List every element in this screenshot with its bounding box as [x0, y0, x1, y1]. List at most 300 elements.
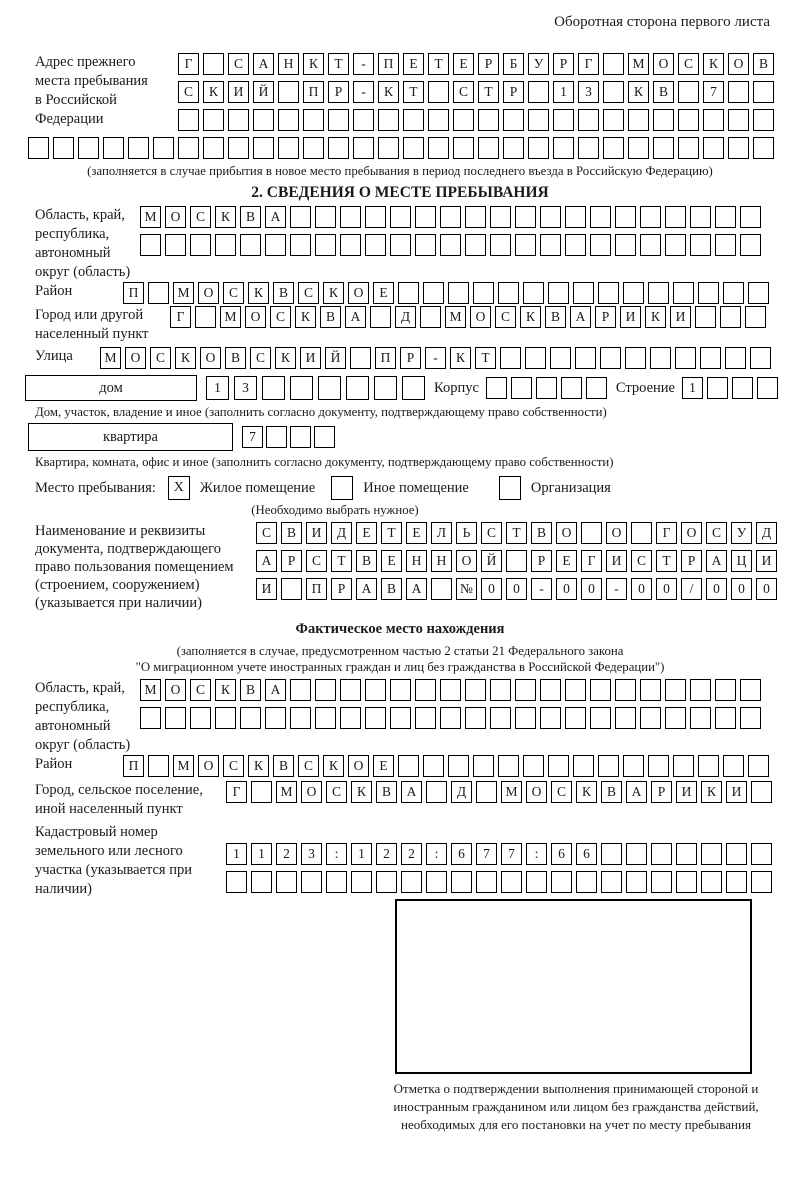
empty-cell[interactable] — [190, 234, 211, 256]
char-cell[interactable]: Е — [373, 282, 394, 304]
char-cell[interactable]: К — [248, 755, 269, 777]
empty-cell[interactable] — [228, 137, 249, 159]
empty-cell[interactable] — [690, 234, 711, 256]
empty-cell[interactable] — [757, 377, 778, 399]
empty-cell[interactable] — [290, 679, 311, 701]
char-cell[interactable]: 2 — [401, 843, 422, 865]
empty-cell[interactable] — [720, 306, 741, 328]
empty-cell[interactable] — [440, 206, 461, 228]
char-cell[interactable]: В — [653, 81, 674, 103]
empty-cell[interactable] — [700, 347, 721, 369]
empty-cell[interactable] — [506, 550, 527, 572]
empty-cell[interactable] — [528, 137, 549, 159]
empty-cell[interactable] — [628, 109, 649, 131]
char-cell[interactable]: М — [501, 781, 522, 803]
char-cell[interactable]: С — [551, 781, 572, 803]
char-cell[interactable]: Т — [475, 347, 496, 369]
empty-cell[interactable] — [265, 234, 286, 256]
char-cell[interactable]: Е — [453, 53, 474, 75]
empty-cell[interactable] — [751, 843, 772, 865]
empty-cell[interactable] — [623, 282, 644, 304]
char-cell[interactable]: С — [190, 206, 211, 228]
char-cell[interactable]: Е — [373, 755, 394, 777]
empty-cell[interactable] — [578, 137, 599, 159]
char-cell[interactable]: К — [295, 306, 316, 328]
empty-cell[interactable] — [515, 707, 536, 729]
empty-cell[interactable] — [690, 206, 711, 228]
char-cell[interactable]: О — [728, 53, 749, 75]
char-cell[interactable]: А — [626, 781, 647, 803]
char-cell[interactable]: 7 — [242, 426, 263, 448]
empty-cell[interactable] — [365, 679, 386, 701]
stay-checkbox-other[interactable] — [331, 476, 353, 500]
char-cell[interactable]: О — [165, 679, 186, 701]
empty-cell[interactable] — [540, 234, 561, 256]
char-cell[interactable]: В — [273, 282, 294, 304]
empty-cell[interactable] — [626, 843, 647, 865]
char-cell[interactable]: В — [601, 781, 622, 803]
char-cell[interactable]: О — [301, 781, 322, 803]
char-cell[interactable]: А — [706, 550, 727, 572]
empty-cell[interactable] — [278, 137, 299, 159]
char-cell[interactable]: Г — [656, 522, 677, 544]
char-cell[interactable]: А — [356, 578, 377, 600]
empty-cell[interactable] — [603, 53, 624, 75]
empty-cell[interactable] — [398, 282, 419, 304]
char-cell[interactable]: О — [348, 755, 369, 777]
stay-checkbox-residential[interactable]: X — [168, 476, 190, 500]
char-cell[interactable]: 7 — [501, 843, 522, 865]
char-cell[interactable]: Е — [356, 522, 377, 544]
char-cell[interactable]: 0 — [656, 578, 677, 600]
char-cell[interactable]: К — [351, 781, 372, 803]
char-cell[interactable]: М — [276, 781, 297, 803]
char-cell[interactable]: С — [495, 306, 516, 328]
empty-cell[interactable] — [78, 137, 99, 159]
empty-cell[interactable] — [453, 137, 474, 159]
char-cell[interactable]: Т — [331, 550, 352, 572]
empty-cell[interactable] — [515, 234, 536, 256]
empty-cell[interactable] — [153, 137, 174, 159]
empty-cell[interactable] — [678, 81, 699, 103]
char-cell[interactable]: С — [298, 282, 319, 304]
empty-cell[interactable] — [565, 707, 586, 729]
empty-cell[interactable] — [703, 109, 724, 131]
empty-cell[interactable] — [315, 679, 336, 701]
char-cell[interactable]: И — [306, 522, 327, 544]
empty-cell[interactable] — [615, 707, 636, 729]
empty-cell[interactable] — [478, 109, 499, 131]
empty-cell[interactable] — [365, 707, 386, 729]
empty-cell[interactable] — [653, 137, 674, 159]
empty-cell[interactable] — [340, 206, 361, 228]
empty-cell[interactable] — [625, 347, 646, 369]
empty-cell[interactable] — [553, 137, 574, 159]
char-cell[interactable]: Т — [428, 53, 449, 75]
empty-cell[interactable] — [415, 679, 436, 701]
empty-cell[interactable] — [732, 377, 753, 399]
empty-cell[interactable] — [726, 871, 747, 893]
empty-cell[interactable] — [476, 871, 497, 893]
empty-cell[interactable] — [440, 679, 461, 701]
char-cell[interactable]: Р — [281, 550, 302, 572]
empty-cell[interactable] — [573, 755, 594, 777]
empty-cell[interactable] — [753, 109, 774, 131]
char-cell[interactable]: 3 — [301, 843, 322, 865]
empty-cell[interactable] — [698, 755, 719, 777]
empty-cell[interactable] — [402, 376, 425, 400]
empty-cell[interactable] — [640, 679, 661, 701]
char-cell[interactable]: 0 — [756, 578, 777, 600]
char-cell[interactable]: В — [531, 522, 552, 544]
char-cell[interactable]: М — [140, 206, 161, 228]
char-cell[interactable]: О — [198, 282, 219, 304]
empty-cell[interactable] — [590, 234, 611, 256]
char-cell[interactable]: В — [281, 522, 302, 544]
char-cell[interactable]: 0 — [706, 578, 727, 600]
char-cell[interactable]: О — [200, 347, 221, 369]
char-cell[interactable]: А — [265, 679, 286, 701]
empty-cell[interactable] — [536, 377, 557, 399]
empty-cell[interactable] — [540, 679, 561, 701]
char-cell[interactable]: : — [426, 843, 447, 865]
empty-cell[interactable] — [428, 81, 449, 103]
empty-cell[interactable] — [523, 282, 544, 304]
empty-cell[interactable] — [726, 843, 747, 865]
empty-cell[interactable] — [603, 81, 624, 103]
char-cell[interactable]: С — [178, 81, 199, 103]
char-cell[interactable]: К — [275, 347, 296, 369]
empty-cell[interactable] — [328, 109, 349, 131]
char-cell[interactable]: С — [326, 781, 347, 803]
empty-cell[interactable] — [215, 707, 236, 729]
char-cell[interactable]: 2 — [276, 843, 297, 865]
char-cell[interactable]: Й — [253, 81, 274, 103]
char-cell[interactable]: В — [753, 53, 774, 75]
char-cell[interactable]: К — [520, 306, 541, 328]
char-cell[interactable]: В — [376, 781, 397, 803]
char-cell[interactable]: П — [378, 53, 399, 75]
char-cell[interactable]: И — [606, 550, 627, 572]
empty-cell[interactable] — [511, 377, 532, 399]
empty-cell[interactable] — [707, 377, 728, 399]
char-cell[interactable]: О — [681, 522, 702, 544]
empty-cell[interactable] — [378, 109, 399, 131]
empty-cell[interactable] — [581, 522, 602, 544]
empty-cell[interactable] — [550, 347, 571, 369]
stay-checkbox-organization[interactable] — [499, 476, 521, 500]
char-cell[interactable]: 2 — [376, 843, 397, 865]
empty-cell[interactable] — [128, 137, 149, 159]
char-cell[interactable]: Т — [506, 522, 527, 544]
empty-cell[interactable] — [423, 282, 444, 304]
empty-cell[interactable] — [478, 137, 499, 159]
empty-cell[interactable] — [648, 755, 669, 777]
char-cell[interactable]: Р — [531, 550, 552, 572]
empty-cell[interactable] — [640, 707, 661, 729]
empty-cell[interactable] — [266, 426, 287, 448]
empty-cell[interactable] — [576, 871, 597, 893]
char-cell[interactable]: О — [470, 306, 491, 328]
char-cell[interactable]: К — [215, 206, 236, 228]
empty-cell[interactable] — [640, 206, 661, 228]
empty-cell[interactable] — [314, 426, 335, 448]
char-cell[interactable]: И — [670, 306, 691, 328]
empty-cell[interactable] — [640, 234, 661, 256]
empty-cell[interactable] — [753, 81, 774, 103]
char-cell[interactable]: : — [526, 843, 547, 865]
empty-cell[interactable] — [590, 679, 611, 701]
empty-cell[interactable] — [440, 234, 461, 256]
empty-cell[interactable] — [728, 109, 749, 131]
char-cell[interactable]: Д — [756, 522, 777, 544]
empty-cell[interactable] — [148, 755, 169, 777]
empty-cell[interactable] — [723, 755, 744, 777]
char-cell[interactable]: Р — [400, 347, 421, 369]
char-cell[interactable]: А — [406, 578, 427, 600]
char-cell[interactable]: С — [306, 550, 327, 572]
empty-cell[interactable] — [690, 679, 711, 701]
empty-cell[interactable] — [240, 234, 261, 256]
char-cell[interactable]: В — [381, 578, 402, 600]
empty-cell[interactable] — [426, 781, 447, 803]
char-cell[interactable]: 0 — [581, 578, 602, 600]
empty-cell[interactable] — [290, 376, 313, 400]
char-cell[interactable]: 6 — [551, 843, 572, 865]
empty-cell[interactable] — [215, 234, 236, 256]
char-cell[interactable]: А — [265, 206, 286, 228]
empty-cell[interactable] — [490, 707, 511, 729]
char-cell[interactable]: - — [606, 578, 627, 600]
empty-cell[interactable] — [195, 306, 216, 328]
char-cell[interactable]: Ь — [456, 522, 477, 544]
char-cell[interactable]: С — [453, 81, 474, 103]
empty-cell[interactable] — [665, 234, 686, 256]
char-cell[interactable]: С — [190, 679, 211, 701]
empty-cell[interactable] — [140, 707, 161, 729]
empty-cell[interactable] — [203, 109, 224, 131]
char-cell[interactable]: А — [570, 306, 591, 328]
char-cell[interactable]: С — [223, 282, 244, 304]
char-cell[interactable]: 0 — [481, 578, 502, 600]
empty-cell[interactable] — [178, 137, 199, 159]
empty-cell[interactable] — [253, 109, 274, 131]
char-cell[interactable]: В — [320, 306, 341, 328]
empty-cell[interactable] — [265, 707, 286, 729]
char-cell[interactable]: Г — [578, 53, 599, 75]
empty-cell[interactable] — [103, 137, 124, 159]
empty-cell[interactable] — [603, 109, 624, 131]
empty-cell[interactable] — [515, 679, 536, 701]
char-cell[interactable]: К — [248, 282, 269, 304]
char-cell[interactable]: В — [356, 550, 377, 572]
empty-cell[interactable] — [740, 234, 761, 256]
empty-cell[interactable] — [315, 707, 336, 729]
char-cell[interactable]: С — [631, 550, 652, 572]
char-cell[interactable]: С — [228, 53, 249, 75]
char-cell[interactable]: О — [348, 282, 369, 304]
empty-cell[interactable] — [665, 707, 686, 729]
empty-cell[interactable] — [281, 578, 302, 600]
empty-cell[interactable] — [665, 679, 686, 701]
char-cell[interactable]: Е — [406, 522, 427, 544]
empty-cell[interactable] — [751, 781, 772, 803]
char-cell[interactable]: И — [256, 578, 277, 600]
empty-cell[interactable] — [251, 871, 272, 893]
char-cell[interactable]: 1 — [251, 843, 272, 865]
char-cell[interactable]: И — [620, 306, 641, 328]
empty-cell[interactable] — [515, 206, 536, 228]
empty-cell[interactable] — [648, 282, 669, 304]
empty-cell[interactable] — [346, 376, 369, 400]
empty-cell[interactable] — [473, 282, 494, 304]
empty-cell[interactable] — [403, 109, 424, 131]
empty-cell[interactable] — [465, 707, 486, 729]
char-cell[interactable]: Т — [478, 81, 499, 103]
empty-cell[interactable] — [590, 707, 611, 729]
empty-cell[interactable] — [525, 347, 546, 369]
empty-cell[interactable] — [240, 707, 261, 729]
empty-cell[interactable] — [690, 707, 711, 729]
empty-cell[interactable] — [228, 109, 249, 131]
empty-cell[interactable] — [715, 206, 736, 228]
empty-cell[interactable] — [290, 707, 311, 729]
char-cell[interactable]: : — [326, 843, 347, 865]
empty-cell[interactable] — [353, 137, 374, 159]
empty-cell[interactable] — [365, 234, 386, 256]
char-cell[interactable]: 7 — [476, 843, 497, 865]
empty-cell[interactable] — [573, 282, 594, 304]
char-cell[interactable]: О — [198, 755, 219, 777]
empty-cell[interactable] — [678, 137, 699, 159]
empty-cell[interactable] — [575, 347, 596, 369]
char-cell[interactable]: А — [256, 550, 277, 572]
char-cell[interactable]: У — [731, 522, 752, 544]
char-cell[interactable]: О — [526, 781, 547, 803]
char-cell[interactable]: К — [323, 755, 344, 777]
empty-cell[interactable] — [415, 707, 436, 729]
empty-cell[interactable] — [695, 306, 716, 328]
empty-cell[interactable] — [390, 206, 411, 228]
char-cell[interactable]: Р — [331, 578, 352, 600]
empty-cell[interactable] — [498, 282, 519, 304]
empty-cell[interactable] — [390, 679, 411, 701]
char-cell[interactable]: М — [445, 306, 466, 328]
char-cell[interactable]: П — [123, 282, 144, 304]
empty-cell[interactable] — [465, 234, 486, 256]
empty-cell[interactable] — [203, 53, 224, 75]
empty-cell[interactable] — [490, 234, 511, 256]
char-cell[interactable]: А — [345, 306, 366, 328]
char-cell[interactable]: С — [250, 347, 271, 369]
empty-cell[interactable] — [423, 755, 444, 777]
empty-cell[interactable] — [676, 871, 697, 893]
empty-cell[interactable] — [401, 871, 422, 893]
empty-cell[interactable] — [140, 234, 161, 256]
char-cell[interactable]: 6 — [576, 843, 597, 865]
char-cell[interactable]: Й — [481, 550, 502, 572]
empty-cell[interactable] — [578, 109, 599, 131]
char-cell[interactable]: К — [701, 781, 722, 803]
char-cell[interactable]: Г — [178, 53, 199, 75]
char-cell[interactable]: 1 — [351, 843, 372, 865]
empty-cell[interactable] — [601, 871, 622, 893]
char-cell[interactable]: Д — [331, 522, 352, 544]
char-cell[interactable]: № — [456, 578, 477, 600]
char-cell[interactable]: П — [123, 755, 144, 777]
empty-cell[interactable] — [748, 755, 769, 777]
char-cell[interactable]: Д — [451, 781, 472, 803]
empty-cell[interactable] — [278, 81, 299, 103]
empty-cell[interactable] — [740, 707, 761, 729]
empty-cell[interactable] — [500, 347, 521, 369]
char-cell[interactable]: - — [353, 81, 374, 103]
char-cell[interactable]: М — [100, 347, 121, 369]
char-cell[interactable]: К — [203, 81, 224, 103]
empty-cell[interactable] — [340, 707, 361, 729]
char-cell[interactable]: Г — [226, 781, 247, 803]
empty-cell[interactable] — [598, 282, 619, 304]
empty-cell[interactable] — [498, 755, 519, 777]
empty-cell[interactable] — [390, 234, 411, 256]
empty-cell[interactable] — [262, 376, 285, 400]
char-cell[interactable]: Д — [395, 306, 416, 328]
char-cell[interactable]: 3 — [578, 81, 599, 103]
empty-cell[interactable] — [728, 137, 749, 159]
char-cell[interactable]: Р — [681, 550, 702, 572]
char-cell[interactable]: М — [173, 282, 194, 304]
empty-cell[interactable] — [465, 206, 486, 228]
char-cell[interactable]: К — [576, 781, 597, 803]
char-cell[interactable]: С — [223, 755, 244, 777]
empty-cell[interactable] — [251, 781, 272, 803]
char-cell[interactable]: 0 — [506, 578, 527, 600]
char-cell[interactable]: М — [628, 53, 649, 75]
empty-cell[interactable] — [290, 206, 311, 228]
char-cell[interactable]: 0 — [731, 578, 752, 600]
empty-cell[interactable] — [503, 137, 524, 159]
char-cell[interactable]: Р — [595, 306, 616, 328]
empty-cell[interactable] — [715, 679, 736, 701]
char-cell[interactable]: И — [300, 347, 321, 369]
empty-cell[interactable] — [340, 679, 361, 701]
char-cell[interactable]: С — [481, 522, 502, 544]
empty-cell[interactable] — [426, 871, 447, 893]
empty-cell[interactable] — [428, 109, 449, 131]
empty-cell[interactable] — [203, 137, 224, 159]
char-cell[interactable]: 1 — [226, 843, 247, 865]
empty-cell[interactable] — [586, 377, 607, 399]
empty-cell[interactable] — [751, 871, 772, 893]
char-cell[interactable]: К — [628, 81, 649, 103]
empty-cell[interactable] — [276, 871, 297, 893]
empty-cell[interactable] — [623, 755, 644, 777]
empty-cell[interactable] — [631, 522, 652, 544]
empty-cell[interactable] — [725, 347, 746, 369]
empty-cell[interactable] — [750, 347, 771, 369]
char-cell[interactable]: А — [253, 53, 274, 75]
char-cell[interactable]: П — [375, 347, 396, 369]
empty-cell[interactable] — [328, 137, 349, 159]
empty-cell[interactable] — [490, 206, 511, 228]
empty-cell[interactable] — [528, 109, 549, 131]
empty-cell[interactable] — [178, 109, 199, 131]
char-cell[interactable]: С — [270, 306, 291, 328]
empty-cell[interactable] — [165, 234, 186, 256]
char-cell[interactable]: В — [273, 755, 294, 777]
empty-cell[interactable] — [226, 871, 247, 893]
empty-cell[interactable] — [501, 871, 522, 893]
